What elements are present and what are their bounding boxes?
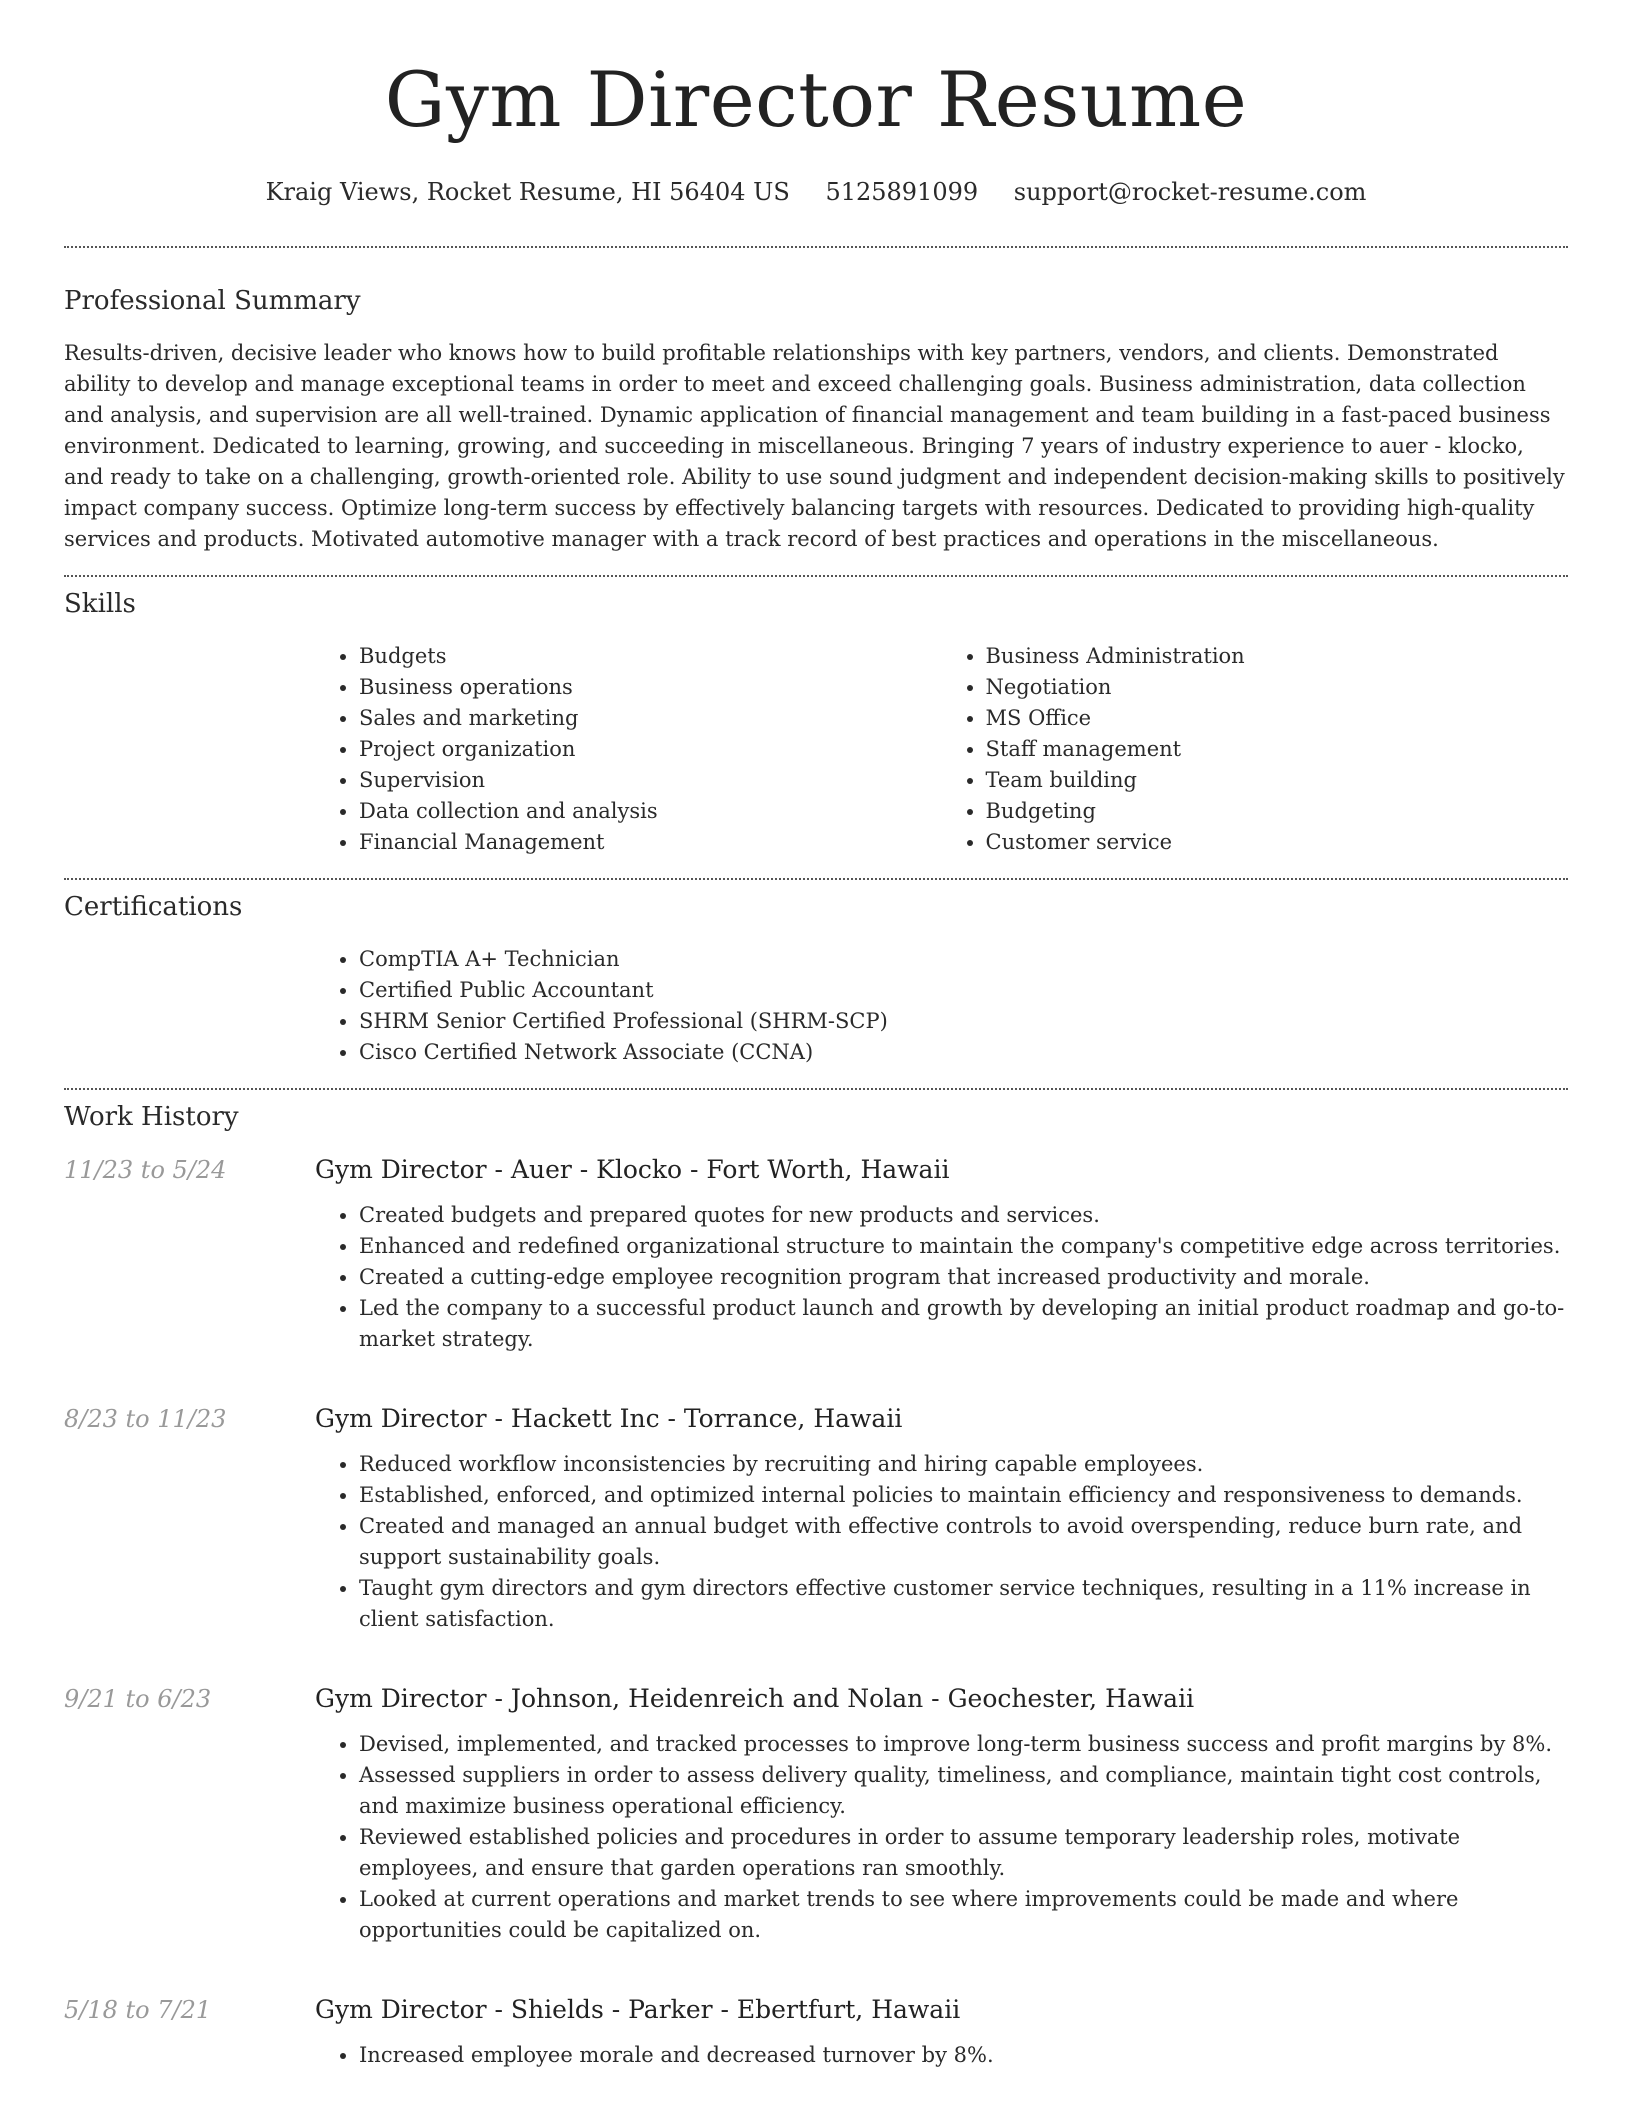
job-title: Gym Director - Shields - Parker - Ebertfurt, Hawaii (315, 1995, 961, 2024)
certification-item: • Cisco Certified Network Associate (CCNA) (359, 1037, 1568, 1068)
job-bullet: • Created budgets and prepared quotes for new products and services. (359, 1200, 1568, 1231)
certification-item: • SHRM Senior Certified Professional (SHRM-SCP) (359, 1006, 1568, 1037)
contact-email: support@rocket-resume.com (1013, 178, 1367, 206)
certifications-bullets (315, 944, 1568, 1068)
summary-heading: Professional Summary (64, 286, 361, 316)
skill-item: • Customer service (986, 827, 1569, 858)
skill-item: • Sales and marketing (359, 703, 942, 734)
skill-item: • MS Office (986, 703, 1569, 734)
contact-line (64, 178, 1568, 206)
job-body (315, 1994, 1568, 2071)
page-title: Gym Director Resume (384, 55, 1248, 144)
job-entry (64, 1154, 1568, 1355)
certifications-heading: Certifications (64, 892, 243, 922)
job-entry (64, 1994, 1568, 2071)
divider (64, 1088, 1568, 1090)
skills-column-right (942, 641, 1569, 858)
divider (64, 878, 1568, 880)
job-bullet: • Created a cutting-edge employee recognition program that increased productivity and morale. (359, 1262, 1568, 1293)
skills-heading: Skills (64, 589, 136, 619)
job-bullet: • Reviewed established policies and procedures in order to assume temporary leadership roles, motivate employees, and ensure that garden operations ran smoothly. (359, 1822, 1568, 1884)
skill-item: • Financial Management (359, 827, 942, 858)
job-date: 5/18 to 7/21 (64, 1996, 212, 2024)
job-bullet: • Taught gym directors and gym directors effective customer service techniques, resulting in a 11% increase in client satisfaction. (359, 1573, 1568, 1635)
job-bullet: • Created and managed an annual budget with effective controls to avoid overspending, reduce burn rate, and support sustainability goals. (359, 1511, 1568, 1573)
job-body (315, 1403, 1568, 1635)
work-history-list (64, 1154, 1568, 2071)
job-bullets (315, 1729, 1568, 1946)
job-date: 9/21 to 6/23 (64, 1685, 212, 1713)
job-bullets (315, 1449, 1568, 1635)
divider (64, 575, 1568, 577)
job-title: Gym Director - Auer - Klocko - Fort Worth, Hawaii (315, 1155, 950, 1184)
contact-phone: 5125891099 (825, 178, 979, 206)
skill-item: • Negotiation (986, 672, 1569, 703)
skills-list (315, 641, 1568, 858)
skill-item: • Project organization (359, 734, 942, 765)
job-bullet: • Led the company to a successful product launch and growth by developing an initial product roadmap and go-to-market strategy. (359, 1293, 1568, 1355)
skill-item: • Business operations (359, 672, 942, 703)
skill-item: • Budgeting (986, 796, 1569, 827)
job-bullet: • Increased employee morale and decreased turnover by 8%. (359, 2040, 1568, 2071)
job-bullet: • Enhanced and redefined organizational structure to maintain the company's competitive edge across territories. (359, 1231, 1568, 1262)
job-bullet: • Assessed suppliers in order to assess delivery quality, timeliness, and compliance, maintain tight cost controls, and maximize business operational efficiency. (359, 1760, 1568, 1822)
job-title: Gym Director - Hackett Inc - Torrance, Hawaii (315, 1404, 903, 1433)
skill-item: • Supervision (359, 765, 942, 796)
job-bullet: • Established, enforced, and optimized internal policies to maintain efficiency and responsiveness to demands. (359, 1480, 1568, 1511)
job-bullet: • Looked at current operations and market trends to see where improvements could be made and where opportunities could be capitalized on. (359, 1884, 1568, 1946)
job-entry (64, 1403, 1568, 1635)
skill-item: • Budgets (359, 641, 942, 672)
summary-text: Results-driven, decisive leader who knows how to build profitable relationships with key partners, vendors, and clients. Demonstrated ability to develop and manage exceptional teams in order to meet and exceed challenging goals. Business administration, data collection and analysis, and supervision are all well-trained. Dynamic application of financial management and team building in a fast-paced business environment. Dedicated to learning, growing, and succeeding in miscellaneous. Bringing 7 years of industry experience to auer - klocko, and ready to take on a challenging, growth-oriented role. Ability to use sound judgment and independent decision-making skills to positively impact company success. Optimize long-term success by effectively balancing targets with resources. Dedicated to providing high-quality services and products. Motivated automotive manager with a track record of best practices and operations in the miscellaneous. (64, 341, 1565, 551)
skill-item: • Staff management (986, 734, 1569, 765)
certification-item: • Certified Public Accountant (359, 975, 1568, 1006)
job-bullets (315, 2040, 1568, 2071)
job-bullet: • Reduced workflow inconsistencies by recruiting and hiring capable employees. (359, 1449, 1568, 1480)
job-date: 8/23 to 11/23 (64, 1405, 227, 1433)
job-title: Gym Director - Johnson, Heidenreich and Nolan - Geochester, Hawaii (315, 1684, 1195, 1713)
certifications-list (315, 944, 1568, 1068)
skill-item: • Team building (986, 765, 1569, 796)
job-entry (64, 1683, 1568, 1946)
skills-column-left (315, 641, 942, 858)
job-bullets (315, 1200, 1568, 1355)
contact-address: Kraig Views, Rocket Resume, HI 56404 US (265, 178, 790, 206)
skill-item: • Business Administration (986, 641, 1569, 672)
skill-item: • Data collection and analysis (359, 796, 942, 827)
work-heading: Work History (64, 1102, 239, 1132)
divider (64, 246, 1568, 248)
job-body (315, 1683, 1568, 1946)
job-body (315, 1154, 1568, 1355)
certification-item: • CompTIA A+ Technician (359, 944, 1568, 975)
job-date: 11/23 to 5/24 (64, 1156, 227, 1184)
job-bullet: • Devised, implemented, and tracked processes to improve long-term business success and profit margins by 8%. (359, 1729, 1568, 1760)
resume-page (64, 0, 1568, 2119)
